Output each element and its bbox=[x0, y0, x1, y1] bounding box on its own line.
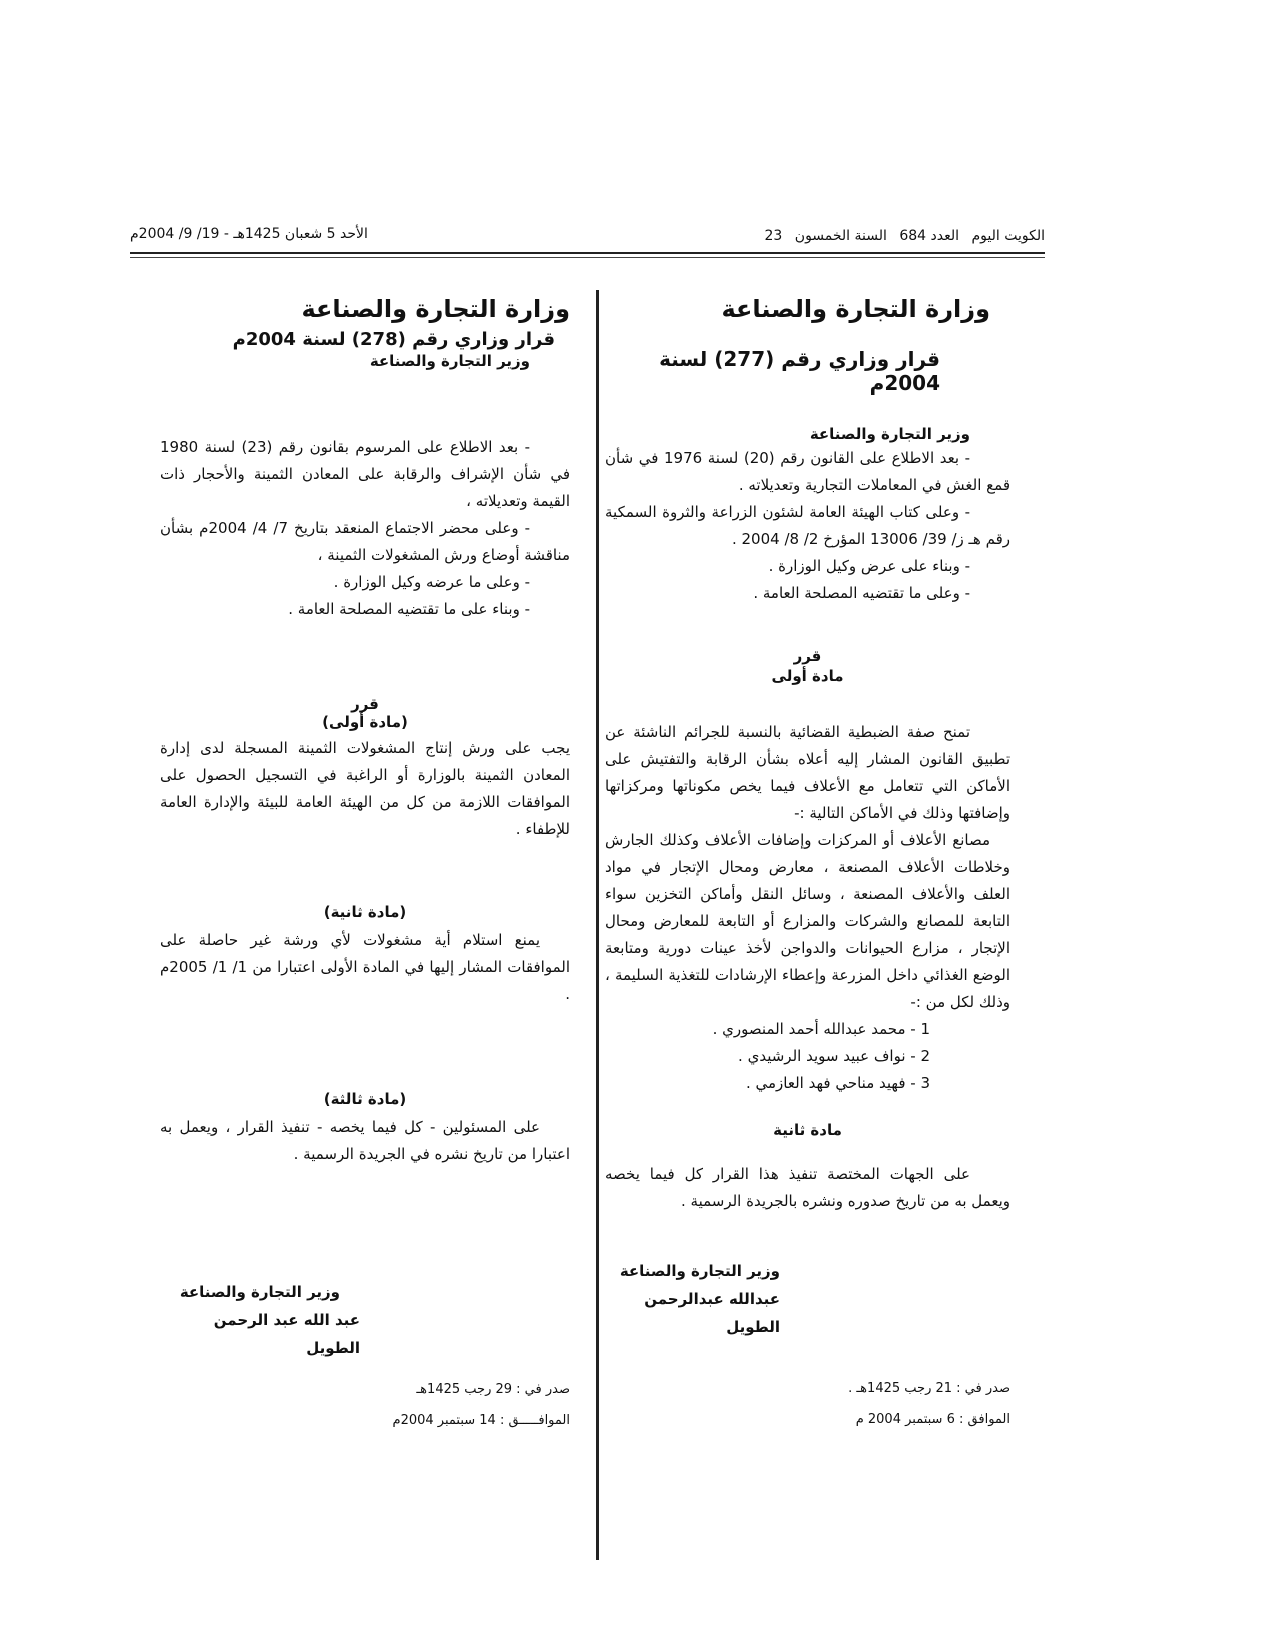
preamble-item: - وعلى ما عرضه وكيل الوزارة . bbox=[333, 573, 530, 591]
article-1-heading: (مادة أولى) bbox=[322, 713, 408, 731]
article-1-text: يجب على ورش إنتاج المشغولات الثمينة المسجلة لدى إدارة المعادن الثمينة بالوزارة أو الراغبة في التسجيل الحصول على الموافقات اللازمة من كل من الهيئة العامة للبيئة والإدارة العامة للإطفاء . bbox=[160, 739, 570, 838]
article-2-heading: مادة ثانية bbox=[773, 1121, 842, 1139]
names-list bbox=[605, 1016, 930, 1097]
volume-year: السنة الخمسون bbox=[794, 228, 887, 244]
issued-date: صدر في : 21 رجب 1425هـ . bbox=[848, 1381, 1010, 1396]
preamble-item: - وبناء على ما تقتضيه المصلحة العامة . bbox=[288, 600, 530, 618]
minister-label: وزير التجارة والصناعة bbox=[809, 425, 970, 443]
publication-name: الكويت اليوم bbox=[971, 228, 1045, 244]
article-1-heading: مادة أولى bbox=[771, 667, 844, 685]
corresponding-date: الموافق : 6 سبتمبر 2004 م bbox=[855, 1412, 1010, 1427]
article-3-text: على المسئولين - كل فيما يخصه - تنفيذ القرار ، ويعمل به اعتبارا من تاريخ نشره في الجريدة الرسمية . bbox=[160, 1118, 570, 1163]
signature-name: عبدالله عبدالرحمن الطويل bbox=[644, 1290, 780, 1336]
list-item: 1 - محمد عبدالله أحمد المنصوري . bbox=[712, 1020, 930, 1038]
article-1-list-intro: مصانع الأعلاف أو المركزات وإضافات الأعلاف وكذلك الجارش وخلاطات الأعلاف المصنعة ، معارض ومحال الإتجار في مواد العلف والأعلاف المصنعة ، وسائل النقل وأماكن التخزين سواء التابعة للمصانع والشركات والمزارع أو التابعة للمعارض ومحال الإتجار ، مزارع الحيوانات والدواجن لأخذ عينات دورية ومتابعة الوضع الغذائي داخل المزرعة وإعطاء الإرشادات للتغذية السليمة ، وذلك لكل من :- bbox=[605, 831, 1010, 1011]
preamble-item: - وعلى ما تقتضيه المصلحة العامة . bbox=[753, 584, 970, 602]
decided-heading: قرر bbox=[351, 695, 379, 713]
preamble-item: - بعد الاطلاع على المرسوم بقانون رقم (23) لسنة 1980 في شأن الإشراف والرقابة على المعادن الثمينة والأحجار ذات القيمة وتعديلاته ، bbox=[160, 438, 570, 510]
header-rule bbox=[130, 252, 1045, 254]
signature-title: وزير التجارة والصناعة bbox=[179, 1283, 340, 1301]
date-block bbox=[280, 1374, 570, 1436]
article-2-heading: (مادة ثانية) bbox=[323, 903, 407, 921]
column-divider bbox=[596, 290, 599, 1560]
signature-block bbox=[160, 1278, 360, 1362]
ministry-heading: وزارة التجارة والصناعة bbox=[301, 295, 570, 323]
article-3-heading: (مادة ثالثة) bbox=[323, 1090, 407, 1108]
signature-title: وزير التجارة والصناعة bbox=[619, 1262, 780, 1280]
preamble bbox=[160, 434, 570, 623]
list-item: 2 - نواف عبيد سويد الرشيدي . bbox=[738, 1047, 930, 1065]
list-item: 3 - فهيد مناحي فهد العازمي . bbox=[745, 1074, 930, 1092]
signature-name: عبد الله عبد الرحمن الطويل bbox=[213, 1311, 360, 1357]
header-rule-thin bbox=[130, 257, 1045, 258]
article-2-text: يمنع استلام أية مشغولات لأي ورشة غير حاصلة على الموافقات المشار إليها في المادة الأولى اعتبارا من 1/ 1/ 2005م . bbox=[160, 931, 571, 1003]
issue-number: العدد 684 bbox=[899, 228, 960, 244]
corresponding-date: الموافـــــق : 14 سبتمبر 2004م bbox=[392, 1413, 570, 1428]
preamble-item: - بعد الاطلاع على القانون رقم (20) لسنة 1976 في شأن قمع الغش في المعاملات التجارية وتعديلاته . bbox=[605, 449, 1010, 494]
decree-title: قرار وزاري رقم (277) لسنة 2004م bbox=[659, 347, 940, 395]
right-column bbox=[605, 295, 1010, 1435]
signature-block bbox=[605, 1257, 780, 1341]
preamble-item: - وعلى كتاب الهيئة العامة لشئون الزراعة والثروة السمكية رقم هـ ز/ 39/ 13006 المؤرخ 2/ 8/ 2004 . bbox=[605, 503, 1010, 548]
preamble bbox=[605, 445, 1010, 607]
article-1-text: تمنح صفة الضبطية القضائية بالنسبة للجرائم الناشئة عن تطبيق القانون المشار إليه أعلاه بشأن الرقابة والتفتيش على الأماكن التي تتعامل مع الأعلاف فيما يخص مكوناتها ومركزاتها وإضافتها وذلك في الأماكن التالية :- bbox=[605, 723, 1010, 822]
date-block bbox=[605, 1373, 1010, 1435]
issued-date: صدر في : 29 رجب 1425هـ bbox=[416, 1382, 570, 1397]
ministry-heading: وزارة التجارة والصناعة bbox=[721, 295, 990, 323]
article-2-text: على الجهات المختصة تنفيذ هذا القرار كل فيما يخصه ويعمل به من تاريخ صدوره ونشره بالجريدة الرسمية . bbox=[605, 1165, 1010, 1210]
preamble-item: - وعلى محضر الاجتماع المنعقد بتاريخ 7/ 4/ 2004م بشأن مناقشة أوضاع ورش المشغولات الثمينة ، bbox=[160, 519, 570, 564]
header-date: الأحد 5 شعبان 1425هـ - 19/ 9/ 2004م bbox=[130, 226, 368, 242]
page-number: 23 bbox=[764, 228, 783, 244]
preamble-item: - وبناء على عرض وكيل الوزارة . bbox=[768, 557, 970, 575]
left-column bbox=[160, 295, 570, 1436]
decided-heading: قرر bbox=[793, 647, 822, 665]
minister-label: وزير التجارة والصناعة bbox=[369, 352, 530, 370]
decree-title: قرار وزاري رقم (278) لسنة 2004م bbox=[232, 329, 555, 350]
header-right bbox=[757, 228, 1046, 244]
